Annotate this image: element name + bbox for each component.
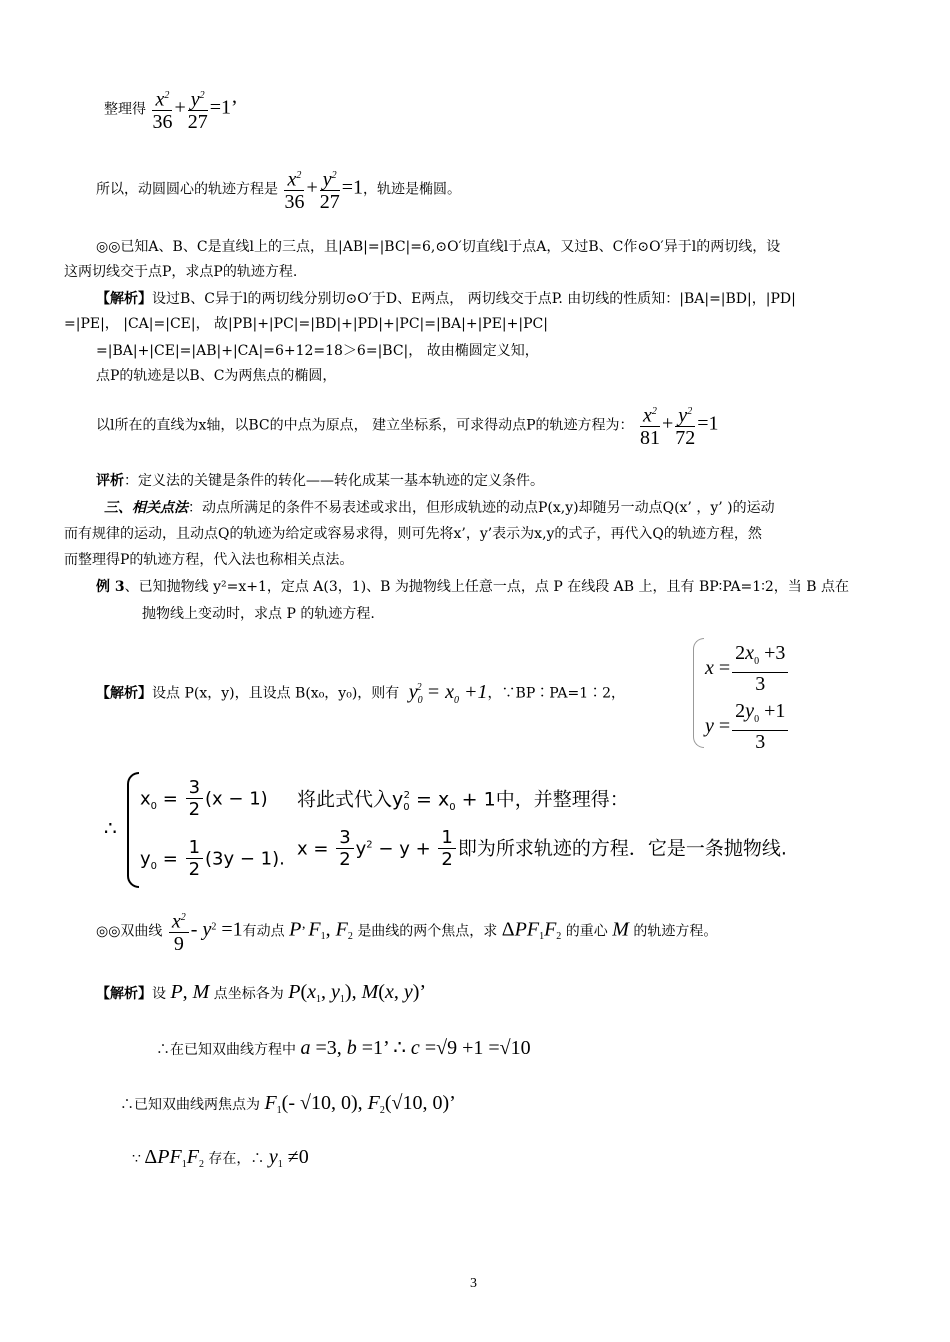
known-foci-line: ∴已知双曲线两焦点为 $F_1(-$ √10, 0), $F_2(√10$, 0)’ [120,1092,456,1116]
example3-line-2: 抛物线上变动时，求点 P 的轨迹方程. [142,606,375,622]
therefore-symbol: ∴ [104,816,117,840]
solution-line-4: 点P的轨迹是以B、C为两焦点的椭圆， [96,368,337,384]
formula: $\frac{x^2}{36}$ [284,166,304,213]
text: ∴已知双曲线两焦点为 [120,1097,260,1113]
text: 以l所在的直线为x轴，以BC的中点为原点， 建立坐标系，可求得动点P的轨迹方程为： [96,417,634,434]
formula: $\frac{x^2}{9}$ [169,908,189,955]
formula: $\frac{2x_0 +3}{3}$ [732,642,788,695]
text: 整理得 [104,101,146,118]
text: 将此式代入 [297,788,393,811]
therefore-eq-x0: $x_0$ = $\frac{3}{2}$ (x − 1) [140,777,268,820]
formula: $\frac{x^2}{36}$ [152,86,172,133]
system-eq-x: x = $\frac{2x_0 +3}{3}$ [705,642,790,695]
comment-label: 评析 [96,473,124,489]
text: 设 [152,986,166,1002]
formula: $\frac{y^2}{27}$ [320,166,340,213]
text: ，∵BP∶PA=1∶2， [487,685,626,702]
ellipse-result-line: 整理得 $\frac{x^2}{36}$ + $\frac{y^2}{27}$ =1’ [104,86,238,133]
therefore-eq-y0: $y_0$ = $\frac{1}{2}$ (3y − 1). [140,837,285,880]
text: ∴在已知双曲线方程中 [156,1042,296,1058]
section3-line-1 [104,498,775,518]
example3-solution-line [96,678,625,711]
substitution-note-1: 将此式代入$y_0^2 = x_0 + 1$中，并整理得： [297,788,629,814]
text: 设过B、C异于l的两切线分别切⊙O′于D、E两点， 两切线交于点P. 由切线的性质知：|BA|=|BD|，|PD| [152,291,796,307]
problem-line-1: ◎◎已知A、B、C是直线l上的三点，且|AB|=|BC|=6,⊙O′切直线l于点A，又过B、C作⊙O′异于l的两切线，设 [96,239,781,255]
text: ，轨迹是椭圆。 [363,181,462,198]
therefore-brace [127,772,139,888]
text: 点坐标各为 [213,986,284,1002]
solution-line-3: =|BA|+|CE|=|AB|+|CA|=6+12=18＞6=|BC|， 故由椭圆定义知， [96,343,539,359]
text: 存在，∴ [208,1151,265,1167]
text: 是曲线的两个焦点，求 [357,923,498,940]
text: 、已知抛物线 y²=x+1，定点 A(3，1)、B 为抛物线上任意一点，点 P 在线段 AB 上，且有 BP∶PA=1∶2，当 B 点在 [124,579,849,595]
text: ：动点所满足的条件不易表述或求出，但形成轨迹的动点P(x,y)却随另一动点Q(x’ ，y’ )的运动 [188,500,775,516]
solution-line-2: =|PE|， |CA|=|CE|， 故|PB|+|PC|=|BD|+|PD|+|PC|=|BA|+|PE|+|PC| [64,316,548,332]
page-number: 3 [470,1276,477,1291]
text: 中，并整理得： [495,788,629,811]
hyperbola-solution-line: 【解析】设 P, M 点坐标各为 $P(x_1$, $y_1$), M(x, y)’ [96,981,427,1005]
hyperbola-problem-line: ◎◎双曲线 $\frac{x^2}{9}$ - $y^2 =1$有动点 P’ $F_1$, $F_2$ 是曲线的两个焦点，求 $\Delta PF_1F_2$ 的重心 M 的轨迹方程。 [96,908,717,955]
known-a-line: ∴在已知双曲线方程中 a =3, b =1’ ∴ c =√9 +1 =√10 [156,1037,531,1059]
solution-label: 【解析】 [96,986,152,1002]
ellipse-conclusion-line: 所以，动圆圆心的轨迹方程是 $\frac{x^2}{36}$ + $\frac{y^2}{27}$ =1，轨迹是椭圆。 [96,166,461,213]
solution-label: 【解析】 [96,685,152,702]
triangle-exists-line: ∵ $\Delta PF_1F_2$ 存在，∴ $y_1 \ne 0$ [132,1146,309,1170]
comment-line [96,471,544,491]
example3-line-1 [96,577,849,597]
section3-line-3: 而整理得P的轨迹方程，代入法也称相关点法。 [64,552,354,568]
formula: $y_0^2 = x_0 +1$ [403,680,488,706]
formula: $\frac{2y_0 +1}{3}$ [732,700,788,753]
text: 设点 P(x，y)，且设点 B(x₀，y₀)，则有 [152,685,400,702]
section-title: 三、相关点法 [104,500,188,516]
formula: $\frac{y^2}{72}$ [675,402,695,449]
section3-line-2: 而有规律的运动，且动点Q的轨迹为给定或容易求得，则可先将x’，y’表示为x,y的式子，再代入Q的轨迹方程，然 [64,526,762,542]
formula: $\frac{x^2}{81}$ [640,402,660,449]
solution-line-1 [96,289,796,309]
text: ◎◎双曲线 [96,923,163,940]
text: 有动点 [242,923,285,940]
solution-line-5: 以l所在的直线为x轴，以BC的中点为原点， 建立坐标系，可求得动点P的轨迹方程为： $\frac{x^2}{81}$ + $\frac{y^2}{72}$ =1 [96,402,719,449]
formula: $\frac{y^2}{27}$ [188,86,208,133]
system-brace [693,638,704,748]
system-eq-y: y = $\frac{2y_0 +1}{3}$ [705,700,790,753]
substitution-note-2: x = $\frac{3}{2}$ $y^2 - y$ + $\frac{1}{2}$ 即为所求轨迹的方程．它是一条抛物线. [297,827,787,870]
text: 的轨迹方程。 [633,923,718,940]
text: ：定义法的关键是条件的转化——转化成某一基本轨迹的定义条件。 [124,473,544,489]
solution-label: 【解析】 [96,291,152,307]
text: 所以，动圆圆心的轨迹方程是 [96,181,278,198]
example-label: 例 3 [96,579,125,595]
text: 的重心 [565,923,608,940]
text: 即为所求轨迹的方程．它是一条抛物线. [457,837,787,860]
problem-line-2: 这两切线交于点P，求点P的轨迹方程. [64,264,298,280]
